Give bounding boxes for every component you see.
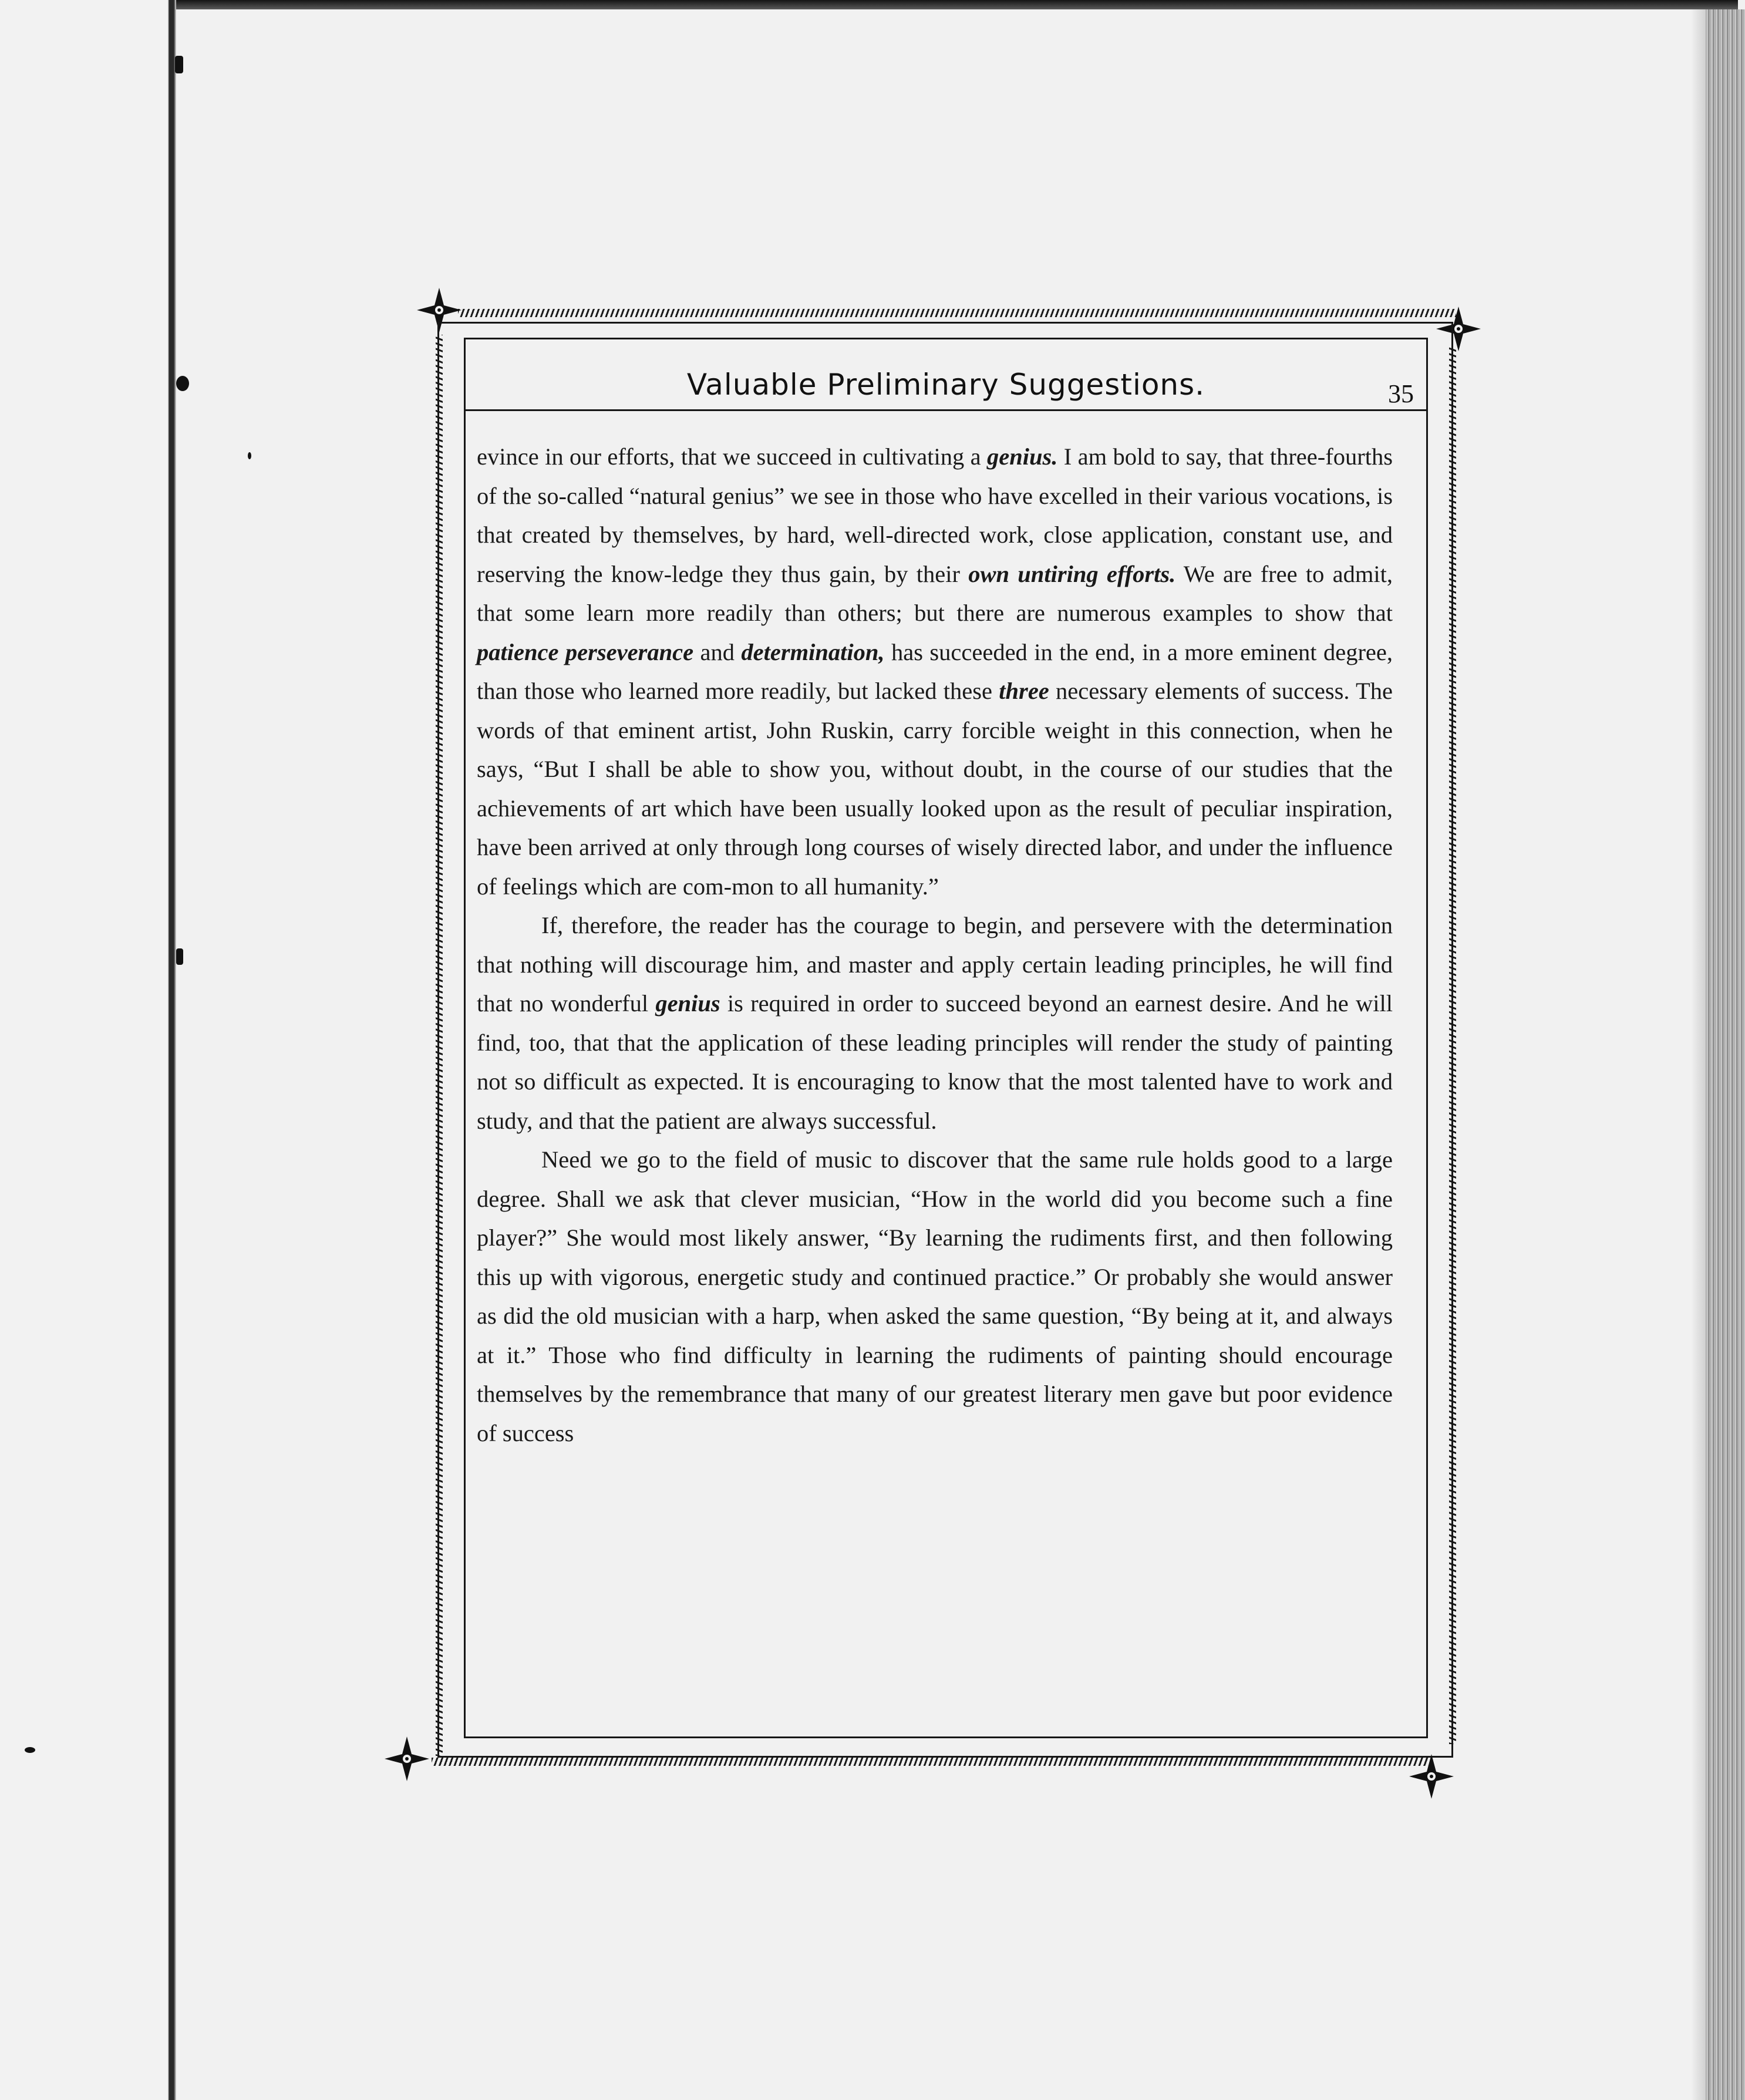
emphasis: determination, [741, 638, 885, 665]
emphasis: genius [655, 990, 720, 1017]
emphasis: genius. [986, 443, 1058, 470]
text-run: I am bold to say, that three-fourths of the so-called “natural genius” we see in those who have excelled in their various vocations, is that created by themselves, by hard, well-directed work, close application, constant use, and reserving the know-ledge they thus gain, by their [477, 443, 1393, 587]
body-text [477, 438, 1393, 1453]
corner-ornament-bottom-left-icon [383, 1735, 430, 1782]
header-rule [466, 409, 1426, 411]
bottom-border-rule [432, 1758, 1430, 1766]
page-stack-edge [1706, 9, 1745, 2100]
text-run: and [693, 638, 742, 665]
book-gutter [0, 0, 176, 2100]
running-title: Valuable Preliminary Suggestions. [686, 368, 1205, 402]
emphasis: own untiring efforts. [968, 560, 1176, 587]
emphasis: three [999, 678, 1049, 704]
corner-ornament-bottom-right-icon [1408, 1753, 1455, 1800]
text-run: has succeeded in the end, in a more eminent degree, than those who learned more readily, but lacked these [477, 638, 1393, 704]
paragraph [477, 906, 1393, 1140]
ink-speck [176, 948, 183, 965]
text-run: Need we go to the field of music to discover that the same rule holds good to a large degree. Shall we ask that clever musician, “How in the world did you become such a fine player?” She would most likely answer, “By learning the rudiments first, and then following this up with vigorous, energetic study and continued practice.” Or probably she would answer as did the old musician with a harp, when asked the same question, “By being at it, and always at it.” Those who find difficulty in learning the rudiments of painting should encourage themselves by the remembrance that many of our greatest literary men gave but poor evidence of success [477, 1146, 1393, 1446]
text-run: evince in our efforts, that we succeed in cultivating a [477, 443, 987, 470]
text-run: If, therefore, the reader has the courage to begin, and persevere with the determination that nothing will discourage him, and master and apply certain leading principles, he will find that no wonderful [477, 912, 1393, 1017]
ink-speck [176, 376, 189, 391]
text-run: We are free to admit, that some learn more readily than others; but there are numerous examples to show that [477, 560, 1393, 626]
emphasis: patience perseverance [477, 638, 694, 665]
paragraph [477, 1140, 1393, 1453]
ink-speck [25, 1747, 35, 1753]
page-top-edge [176, 0, 1738, 9]
top-border-rule [458, 309, 1456, 317]
ink-speck [175, 56, 183, 73]
page-number: 35 [1388, 379, 1414, 408]
ink-speck [248, 452, 251, 459]
page-shadow [1691, 9, 1706, 2100]
text-run: necessary elements of success. The words of that eminent artist, John Ruskin, carry forcible weight in this connection, when he says, “But I shall be able to show you, without doubt, in the course of our studies that the achievements of art which have been usually looked upon as the result of peculiar inspiration, have been arrived at only through long courses of wisely directed labor, and under the influence of feelings which are com-mon to all humanity.” [477, 678, 1393, 900]
text-run: is required in order to succeed beyond an earnest desire. And he will find, too, that that the application of these leading principles will render the study of painting not so difficult as expected. It is encouraging to know that the most talented have to work and study, and that the patient are always successful. [477, 990, 1393, 1134]
paragraph [477, 438, 1393, 906]
